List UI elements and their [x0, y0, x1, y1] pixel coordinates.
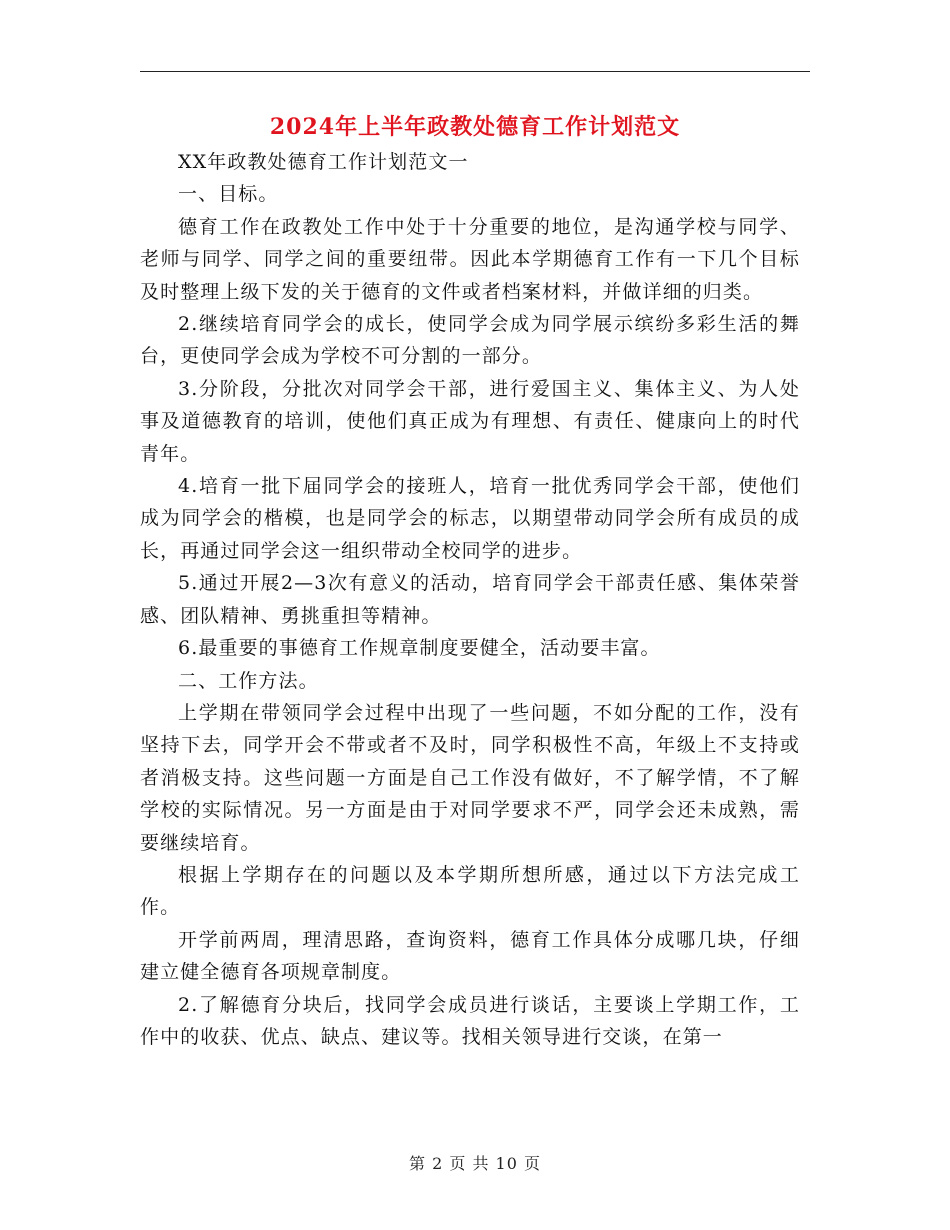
paragraph: 开学前两周，理清思路，查询资料，德育工作具体分成哪几块，仔细建立健全德育各项规章制度。 [140, 928, 800, 984]
paragraph: 4.培育一批下届同学会的接班人，培育一批优秀同学会干部，使他们成为同学会的楷模，也是同学会的标志，以期望带动同学会所有成员的成长，再通过同学会这一组织带动全校同学的进步。 [140, 475, 800, 562]
page-indicator: 第 2 页 共 10 页 [409, 1154, 541, 1173]
paragraph: 根据上学期存在的问题以及本学期所想所感，通过以下方法完成工作。 [140, 863, 800, 919]
paragraph: 2.了解德育分块后，找同学会成员进行谈话，主要谈上学期工作，工作中的收获、优点、缺点、建议等。找相关领导进行交谈，在第一 [140, 993, 800, 1048]
paragraph: 二、工作方法。 [178, 669, 319, 692]
document-title: 2024年上半年政教处德育工作计划范文 [269, 114, 681, 140]
document-body [140, 146, 800, 1053]
header-rule [140, 71, 810, 72]
paragraph: 3.分阶段，分批次对同学会干部，进行爱国主义、集体主义、为人处事及道德教育的培训，使他们真正成为有理想、有责任、健康向上的时代青年。 [140, 377, 800, 465]
paragraph: 一、目标。 [178, 183, 279, 206]
paragraph: XX年政教处德育工作计划范文一 [178, 151, 469, 173]
page-footer [0, 1152, 950, 1176]
paragraph: 2.继续培育同学会的成长，使同学会成为同学展示缤纷多彩生活的舞台，更使同学会成为学校不可分割的一部分。 [140, 313, 800, 368]
paragraph: 6.最重要的事德育工作规章制度要健全，活动要丰富。 [178, 637, 661, 660]
paragraph: 上学期在带领同学会过程中出现了一些问题，不如分配的工作，没有坚持下去，同学开会不带或者不及时，同学积极性不高，年级上不支持或者消极支持。这些问题一方面是自己工作没有做好，不了解学情，不了解学校的实际情况。另一方面是由于对同学要求不严，同学会还未成熟，需要继续培育。 [140, 701, 800, 854]
paragraph: 德育工作在政教处工作中处于十分重要的地位，是沟通学校与同学、老师与同学、同学之间的重要纽带。因此本学期德育工作有一下几个目标及时整理上级下发的关于德育的文件或者档案材料，并做详细的归类。 [140, 215, 800, 303]
paragraph: 5.通过开展2—3次有意义的活动，培育同学会干部责任感、集体荣誉感、团队精神、勇挑重担等精神。 [140, 572, 800, 627]
